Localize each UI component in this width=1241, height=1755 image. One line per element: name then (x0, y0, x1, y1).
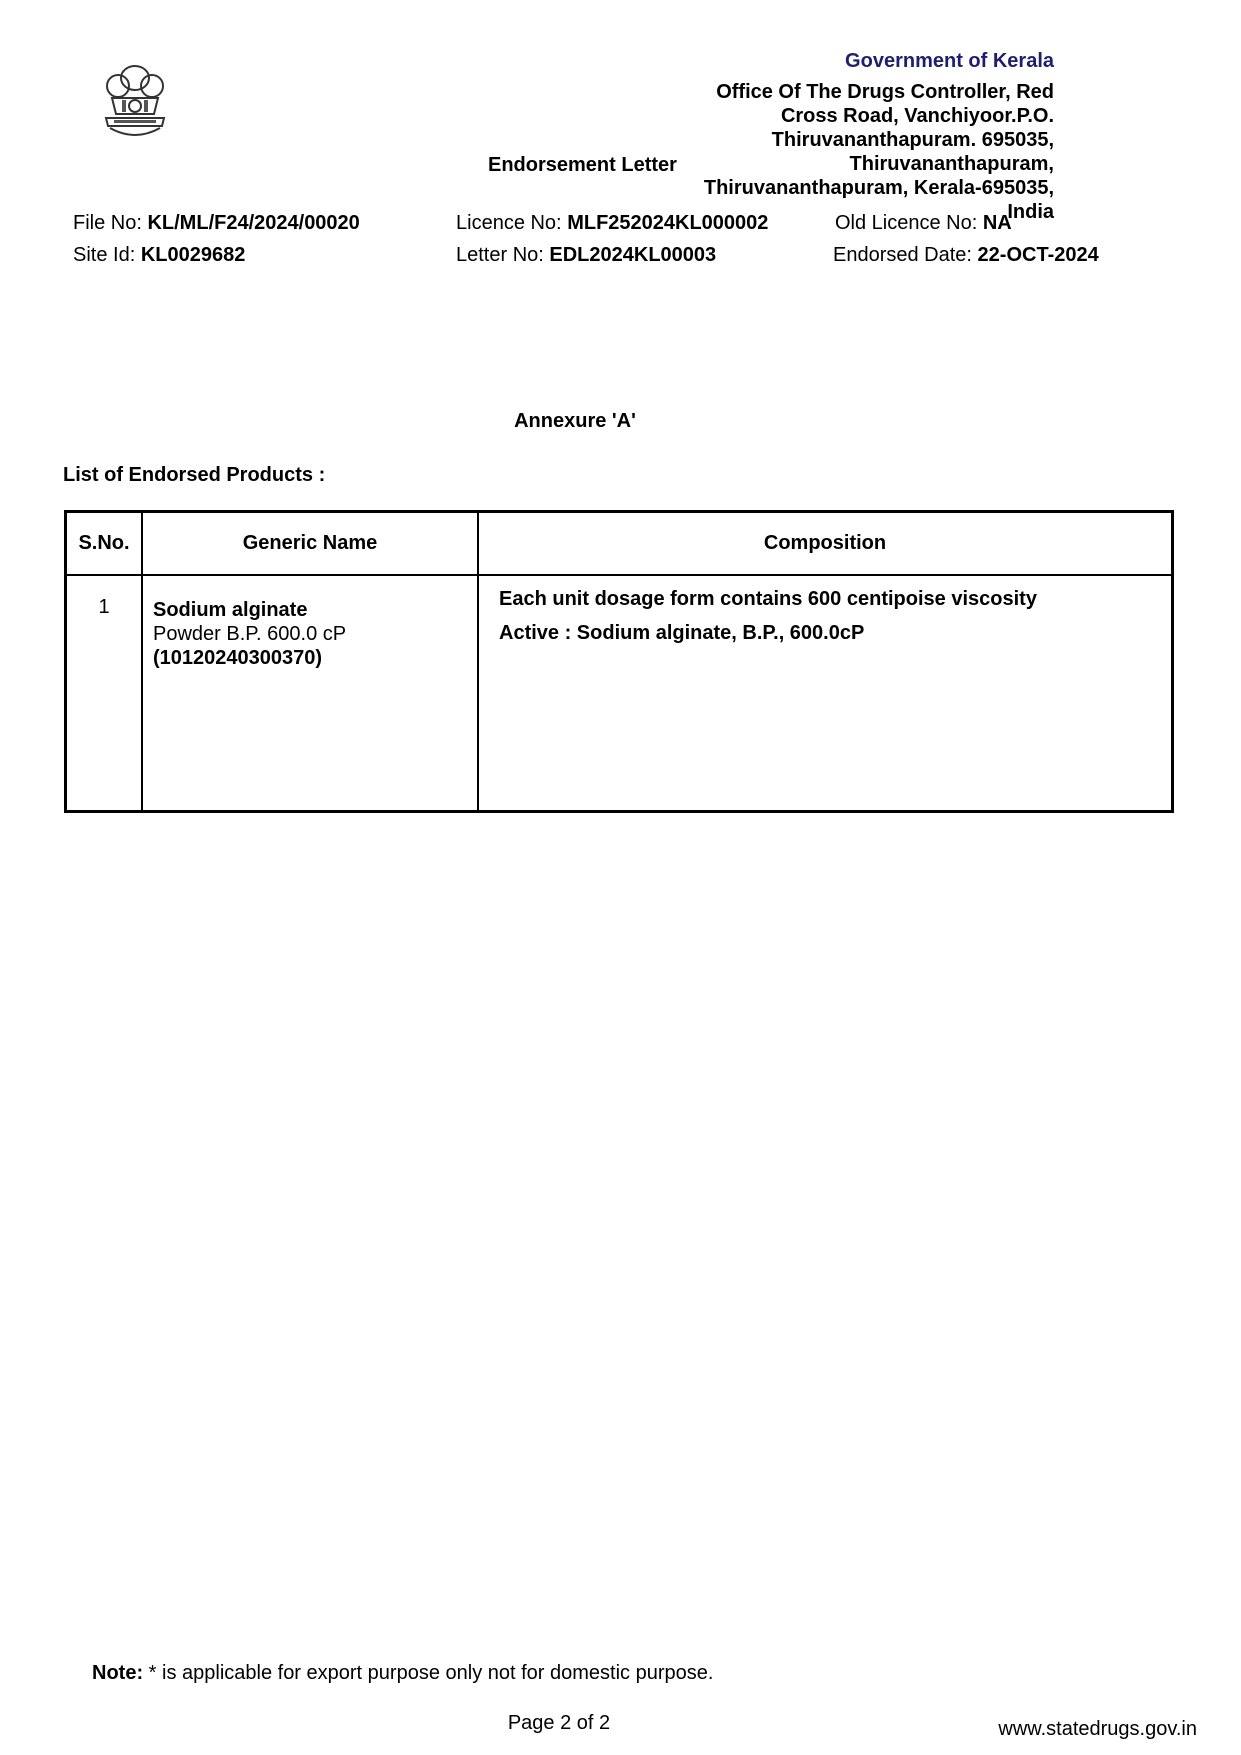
header-generic-name: Generic Name (142, 512, 478, 576)
site-id-label: Site Id: (73, 244, 136, 266)
file-no (73, 212, 360, 235)
table-header-row (66, 512, 1173, 576)
header-sno: S.No. (66, 512, 143, 576)
old-licence-label: Old Licence No: (835, 212, 978, 234)
cell-composition (478, 575, 1173, 812)
annexure-title: Annexure 'A' (514, 410, 636, 432)
footer-note (92, 1662, 713, 1685)
generic-name-code: (10120240300370) (153, 647, 323, 669)
site-id (73, 244, 245, 267)
old-licence-no (835, 212, 1012, 235)
site-id-value: KL0029682 (140, 244, 246, 266)
old-licence-value: NA (982, 212, 1012, 234)
composition-line: Active : Sodium alginate, B.P., 600.0cP (499, 622, 865, 644)
office-line: Cross Road, Vanchiyoor.P.O. (780, 105, 1054, 127)
page-number: Page 2 of 2 (507, 1712, 611, 1734)
composition-line: Each unit dosage form contains 600 centipoise viscosity (499, 588, 1037, 610)
government-name: Government of Kerala (845, 50, 1054, 72)
list-title: List of Endorsed Products : (63, 464, 326, 486)
header-composition: Composition (478, 512, 1173, 576)
letter-no-value: EDL2024KL00003 (549, 244, 717, 266)
office-line: Office Of The Drugs Controller, Red (716, 81, 1054, 103)
cell-generic-name (142, 575, 478, 812)
generic-name-detail: Powder B.P. 600.0 cP (153, 623, 347, 645)
letter-no (456, 244, 716, 267)
licence-no-label: Licence No: (456, 212, 562, 234)
generic-name-bold: Sodium alginate (153, 599, 308, 621)
table-row (66, 575, 1173, 812)
file-no-label: File No: (73, 212, 142, 234)
office-line: Thiruvananthapuram, (849, 153, 1054, 175)
state-emblem-icon (92, 56, 178, 146)
file-no-value: KL/ML/F24/2024/00020 (147, 212, 360, 234)
licence-no (456, 212, 768, 235)
office-country: India (1007, 201, 1054, 223)
website-link[interactable]: www.statedrugs.gov.in (998, 1718, 1197, 1740)
endorsed-date-value: 22-OCT-2024 (977, 244, 1099, 266)
office-address (674, 80, 1054, 224)
office-line: Thiruvananthapuram, Kerala-695035, (703, 177, 1054, 199)
endorsed-date (833, 244, 1099, 267)
note-text: * is applicable for export purpose only not for domestic purpose. (143, 1662, 714, 1684)
cell-sno: 1 (66, 575, 143, 812)
endorsed-date-label: Endorsed Date: (833, 244, 972, 266)
note-label: Note: (92, 1662, 144, 1684)
letter-no-label: Letter No: (456, 244, 544, 266)
licence-no-value: MLF252024KL000002 (567, 212, 769, 234)
office-line: Thiruvananthapuram. 695035, (771, 129, 1054, 151)
products-table (64, 510, 1174, 813)
letter-title: Endorsement Letter (488, 154, 677, 176)
